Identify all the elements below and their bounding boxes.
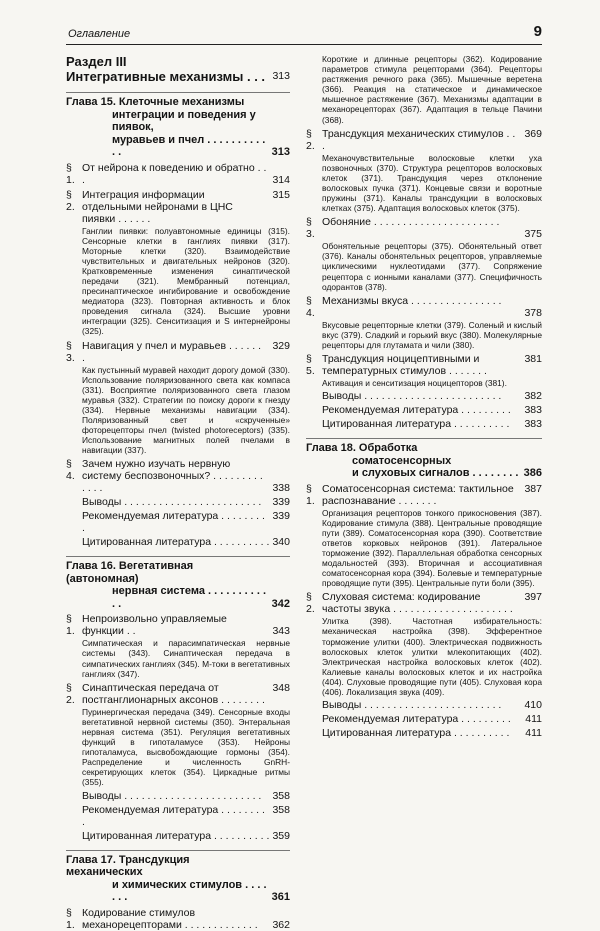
chapter-15-line3: муравьев и пчел . . . . . . . . . . . . bbox=[112, 133, 266, 158]
entry-number: § 5. bbox=[306, 352, 315, 377]
entry-description: Симпатическая и парасимпатическая нервные системы (343). Синаптическая передача в симпатических ганглиях (345). М-токи в вегетативных ганглиях (347). bbox=[82, 638, 290, 679]
chapter-15-line2: интеграции и поведения у пиявок, bbox=[112, 108, 256, 133]
entry-description: Механочувствительные волосковые клетки уха позвоночных (370). Структура рецепторов волосковых клеток (371). Трансдукция через отклонение волосковых пучка (371). Концевые связи и воротные пружины (371). Каналы трансдукции в волосковых клетках (375). Адаптация волосковых клеток (375). bbox=[322, 152, 542, 214]
chapter-15-heading bbox=[66, 92, 290, 159]
entry-number: § 1. bbox=[66, 613, 75, 638]
toc-entry bbox=[66, 536, 290, 548]
entry-number: § 1. bbox=[66, 906, 75, 931]
toc-entry bbox=[306, 390, 542, 402]
entry-title: Цитированная литература . . . . . . . . . . bbox=[82, 536, 270, 549]
entry-description: Обонятельные рецепторы (375). Обонятельный ответ (376). Каналы обонятельных рецепторов, управляемые циклическими нуклеотидами (377). Сопряжение рецептора с ионными каналами (377). Специфичность одорантов (378). bbox=[322, 241, 542, 292]
chapter-16-line1: Глава 16. Вегетативная (автономная) bbox=[66, 560, 194, 585]
toc-entry bbox=[66, 162, 290, 186]
page-header bbox=[66, 20, 542, 45]
entry-page: 369 bbox=[524, 127, 542, 140]
entry-title: От нейрона к поведению и обратно . . . bbox=[82, 161, 267, 186]
entry-number: § 1. bbox=[66, 161, 75, 186]
entry-title: Выводы . . . . . . . . . . . . . . . . . . . . . . . . bbox=[322, 699, 502, 712]
entry-title: Рекомендуемая литература . . . . . . . . . bbox=[322, 404, 511, 417]
entry-title: Трансдукция ноцицептивными и температурных стимулов . . . . . . . bbox=[322, 352, 487, 377]
entry-description: Вкусовые рецепторные клетки (379). Соленый и кислый вкус (379). Сладкий и горький вкус (380). Молекулярные рецепторы для глутамата и чили (380). bbox=[322, 319, 542, 350]
chapter-17-line1: Глава 17. Трансдукция механических bbox=[66, 853, 190, 878]
entry-page: 383 bbox=[524, 418, 542, 431]
chapter-18-line2: соматосенсорных bbox=[352, 454, 452, 467]
entry-title: Выводы . . . . . . . . . . . . . . . . . . . . . . . . bbox=[82, 496, 262, 509]
entry-number: § 4. bbox=[306, 294, 315, 319]
toc-entry bbox=[306, 699, 542, 711]
toc-column-left bbox=[66, 54, 290, 931]
toc-entry bbox=[66, 458, 290, 494]
entry-description: Пуринергическая передача (349). Сенсорные входы вегетативной нервной системы (350). Энтеральная нервная система (351). Регуляция вегетативных функций в гипоталамусе (353). Нейроны гипоталамуса, высвобождающие гормоны (354). Распределение и численность GnRH-секретирующих клеток (354). Циркадные ритмы (355). bbox=[82, 706, 290, 788]
entry-number: § 2. bbox=[306, 127, 315, 152]
running-title: Оглавление bbox=[68, 28, 131, 40]
chapter-18-line3: и слуховых сигналов . . . . . . . . bbox=[352, 467, 519, 480]
entry-number: § 1. bbox=[306, 482, 315, 507]
toc-entry bbox=[306, 295, 542, 319]
chapter-15-page: 313 bbox=[271, 146, 290, 158]
entry-page: 343 bbox=[272, 625, 290, 638]
chapter-17-page: 361 bbox=[271, 891, 290, 903]
chapter-18-heading bbox=[306, 438, 542, 480]
entry-description: Активация и сенситизация ноцицепторов (381). bbox=[322, 377, 507, 388]
entry-page: 339 bbox=[272, 496, 290, 509]
entry-description: Как пустынный муравей находит дорогу домой (330). Использование поляризованного света как компаса (331). Восприятие поляризованного света глазом муравья (332). Стратегии по поиску дороги к гнезду (334). Нервные механизмы навигации (334). Поляризованный свет и «скрученные» фоторецепторы пчел (twisted photoreceptors) (335). Использование магнитных полей пчелами в навигации (337). bbox=[82, 364, 290, 456]
toc-entry bbox=[66, 613, 290, 637]
chapter-18-page: 386 bbox=[523, 467, 542, 480]
entry-page: 314 bbox=[272, 173, 290, 186]
toc-entry bbox=[306, 591, 542, 615]
entry-page: 362 bbox=[272, 918, 290, 931]
entry-title: Трансдукция механических стимулов . . . bbox=[322, 127, 516, 152]
entry-number: § 3. bbox=[306, 216, 315, 241]
entry-page: 338 bbox=[272, 482, 290, 495]
entry-number: § 2. bbox=[66, 681, 75, 706]
toc-entry bbox=[306, 216, 542, 240]
entry-page: 411 bbox=[525, 713, 542, 726]
chapter-17-line2: и химических стимулов . . . . . . . bbox=[112, 878, 267, 903]
entry-description: Короткие и длинные рецепторы (362). Кодирование параметров стимула рецепторами (364). Рецепторы растяжения речного рака (365). Мышечные веретена (366). Реакция на статическое и динамическое мышечное растяжение (367). Механизмы адаптации в механорецепторах (367). Адаптация в тельце Пачини (368). bbox=[322, 54, 542, 125]
entry-title: Рекомендуемая литература . . . . . . . . . bbox=[82, 510, 265, 535]
entry-page: 410 bbox=[524, 699, 542, 712]
entry-description: Ганглии пиявки: полуавтономные единицы (315). Сенсорные клетки в ганглиях пиявки (317). Моторные клетки (320). Взаимодействие чувствительных и двигательных нейронов (320). Кратковременные изменения синаптической передачи (321). Мембранный потенциал, пресинаптическое ингибирование и освобождение медиатора (323). Повторная активность и блок проведения сигнала (324). Высшие уровни интеграции (325). Сенситизация и S интернейроны (325). bbox=[82, 225, 290, 337]
entry-title: Обоняние . . . . . . . . . . . . . . . . . . . . . . bbox=[322, 216, 500, 229]
toc-entry bbox=[306, 483, 542, 507]
entry-title: Выводы . . . . . . . . . . . . . . . . . . . . . . . . bbox=[322, 390, 502, 403]
toc-entry bbox=[66, 804, 290, 828]
chapter-15-line1: Глава 15. Клеточные механизмы bbox=[66, 96, 245, 108]
entry-page: 315 bbox=[272, 188, 290, 201]
entry-number: § 4. bbox=[66, 458, 75, 483]
entry-title: Рекомендуемая литература . . . . . . . . . bbox=[322, 713, 511, 726]
entry-title: Слуховая система: кодирование частоты звука . . . . . . . . . . . . . . . . . . . . . bbox=[322, 591, 513, 616]
entry-description: Организация рецепторов тонкого прикосновения (387). Кодирование стимула (388). Центральные проводящие пути (389). Соматосенсорная кора (390). Соответствие ответов корковых нейронов (391). Латеральное торможение (392). Параллельная обработка сенсорных модальностей (393). Вторичная и ассоциативная соматосенсорная кора (394). Болевые и температурные проводящие пути (395). Центральные пути боли (395). bbox=[322, 507, 542, 589]
toc-entry bbox=[66, 510, 290, 534]
chapter-16-line2: нервная система . . . . . . . . . . . . bbox=[112, 585, 267, 610]
entry-page: 359 bbox=[272, 829, 290, 842]
entry-page: 397 bbox=[524, 591, 542, 604]
entry-title: Рекомендуемая литература . . . . . . . . . bbox=[82, 803, 265, 828]
entry-page: 375 bbox=[524, 228, 542, 241]
entry-number: § 2. bbox=[306, 591, 315, 616]
entry-title: Интеграция информации отдельными нейронами в ЦНС пиявки . . . . . . bbox=[82, 188, 233, 225]
entry-page: 358 bbox=[272, 789, 290, 802]
chapter-16-heading bbox=[66, 556, 290, 610]
toc-entry bbox=[306, 404, 542, 416]
entry-title: Синаптическая передача от постганглионарных аксонов . . . . . . . . bbox=[82, 681, 265, 706]
toc-entry bbox=[66, 189, 290, 225]
entry-title: Цитированная литература . . . . . . . . . . bbox=[322, 418, 510, 431]
entry-page: 329 bbox=[272, 339, 290, 352]
part-name: Интегративные механизмы . . . bbox=[66, 69, 266, 84]
entry-title: Кодирование стимулов механорецепторами . . . . . . . . . . . . . bbox=[82, 906, 258, 931]
entry-title: Цитированная литература . . . . . . . . . . bbox=[82, 829, 270, 842]
toc-entry bbox=[66, 790, 290, 802]
entry-page: 348 bbox=[272, 681, 290, 694]
page-number: 9 bbox=[533, 23, 542, 40]
toc-entry bbox=[66, 496, 290, 508]
entry-title: Навигация у пчел и муравьев . . . . . . . bbox=[82, 339, 262, 364]
entry-title: Соматосенсорная система: тактильное распознавание . . . . . . . bbox=[322, 482, 514, 507]
toc-column-right bbox=[306, 54, 542, 739]
part-label: Раздел III bbox=[66, 54, 127, 69]
entry-number: § 3. bbox=[66, 339, 75, 364]
toc-entry bbox=[306, 713, 542, 725]
chapter-17-heading bbox=[66, 850, 290, 904]
entry-page: 340 bbox=[272, 536, 290, 549]
entry-title: Механизмы вкуса . . . . . . . . . . . . . . . . bbox=[322, 294, 502, 307]
entry-page: 339 bbox=[272, 510, 290, 523]
entry-description: Улитка (398). Частотная избирательность: механическая настройка (398). Эфферентное торможение улитки (400). Электрическая подвижность волосковых клеток улитки млекопитающих (402). Электрическая настройка волосковых клеток (402). Калиевые каналы волосковых клеток и их настройка (404). Слуховые проводящие пути (405). Слуховая кора (406). Локализация звука (409). bbox=[322, 616, 542, 697]
entry-page: 411 bbox=[525, 727, 542, 740]
entry-page: 381 bbox=[524, 352, 542, 365]
entry-title: Непроизвольно управляемые функции . . bbox=[82, 613, 227, 638]
toc-entry bbox=[306, 727, 542, 739]
chapter-16-page: 342 bbox=[271, 597, 290, 610]
entry-page: 382 bbox=[524, 390, 542, 403]
entry-page: 387 bbox=[524, 482, 542, 495]
entry-page: 358 bbox=[272, 803, 290, 816]
entry-number: § 2. bbox=[66, 188, 75, 213]
entry-title: Цитированная литература . . . . . . . . . . bbox=[322, 727, 510, 740]
toc-entry bbox=[306, 128, 542, 152]
part-title bbox=[66, 69, 290, 84]
toc-entry bbox=[66, 830, 290, 842]
toc-entry bbox=[66, 907, 290, 931]
entry-page: 378 bbox=[524, 306, 542, 319]
entry-title: Зачем нужно изучать нервную систему беспозвоночных? . . . . . . . . . . . . . bbox=[82, 458, 263, 495]
chapter-18-line1: Глава 18. Обработка bbox=[306, 442, 418, 455]
part-page: 313 bbox=[272, 70, 290, 82]
toc-entry bbox=[66, 682, 290, 706]
entry-page: 383 bbox=[524, 404, 542, 417]
entry-title: Выводы . . . . . . . . . . . . . . . . . . . . . . . . bbox=[82, 789, 262, 802]
toc-entry bbox=[306, 418, 542, 430]
toc-entry bbox=[66, 340, 290, 364]
toc-entry bbox=[306, 353, 542, 377]
